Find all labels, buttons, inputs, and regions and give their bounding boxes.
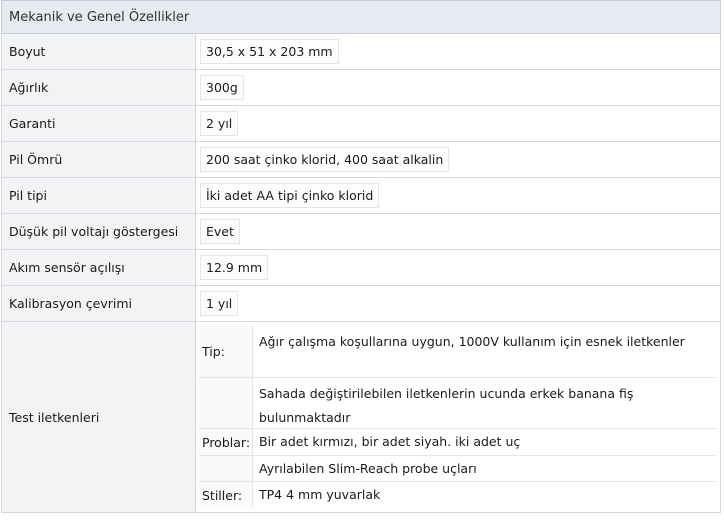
spec-value: 2 yıl [200,111,238,136]
spec-label: Düşük pil voltajı göstergesi [2,214,196,249]
section-title: Mekanik ve Genel Özellikler [9,9,190,25]
sub-key [199,456,253,482]
sub-row [199,482,716,508]
spec-row-agirlik [1,70,721,106]
spec-row-dusuk-pil [1,214,721,250]
spec-row-boyut [1,34,721,70]
spec-label: Garanti [2,106,196,141]
spec-label: Boyut [2,34,196,69]
sub-value: Bir adet kırmızı, bir adet siyah. iki adet uç [259,434,521,450]
sub-value: TP4 4 mm yuvarlak [259,487,381,503]
spec-value: 200 saat çinko klorid, 400 saat alkalin [200,147,449,172]
sub-row [199,429,716,456]
spec-value: 1 yıl [200,291,238,316]
spec-label: Akım sensör açılışı [2,250,196,285]
test-leads-subtable [199,326,716,508]
sub-row [199,456,716,483]
spec-value: 30,5 x 51 x 203 mm [200,39,339,64]
spec-row-akim-sensor [1,250,721,286]
sub-value: Sahada değiştirilebilen iletkenlerin ucunda erkek banana fiş bulunmaktadır [259,386,634,426]
sub-key: Tip: [199,326,253,377]
spec-value: Evet [200,219,240,244]
spec-table [1,0,721,513]
spec-value: İki adet AA tipi çinko klorid [200,183,379,208]
sub-key: Problar: [199,429,253,455]
spec-label: Test iletkenleri [2,322,196,512]
spec-value: 300g [200,75,244,100]
sub-row [199,326,716,378]
sub-row [199,378,716,429]
spec-row-test-iletkenleri [1,322,721,513]
section-header [1,0,721,34]
spec-row-garanti [1,106,721,142]
spec-label: Pil Ömrü [2,142,196,177]
sub-value: Ayrılabilen Slim-Reach probe uçları [259,460,477,476]
spec-value: 12.9 mm [200,255,268,280]
sub-value: Ağır çalışma koşullarına uygun, 1000V kullanım için esnek iletkenler [259,334,685,349]
spec-label: Ağırlık [2,70,196,105]
spec-row-pil-omru [1,142,721,178]
spec-label: Pil tipi [2,178,196,213]
sub-key: Stiller: [199,482,253,508]
spec-row-kalibrasyon [1,286,721,322]
sub-key [199,378,253,428]
spec-label: Kalibrasyon çevrimi [2,286,196,321]
spec-row-pil-tipi [1,178,721,214]
